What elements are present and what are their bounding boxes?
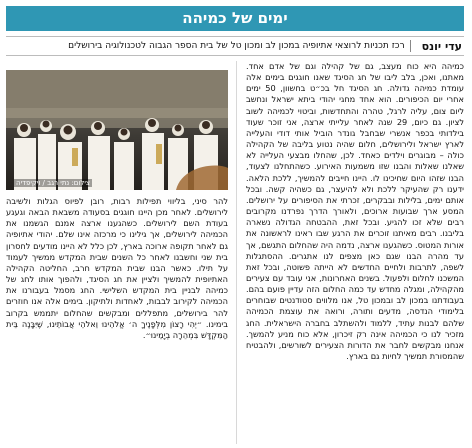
byline-divider bbox=[410, 40, 411, 52]
article-column-right bbox=[246, 61, 464, 444]
author-title: רכז תכניות לרוצאי אתיופיה במכון לב ומכון טל של בית הספר הגבוה לטכנולוגיה בירושלים bbox=[68, 41, 405, 51]
author-name: עדי יונס bbox=[421, 39, 462, 53]
photo-image-icon bbox=[6, 70, 228, 190]
byline-bar bbox=[6, 36, 464, 56]
article-column-left bbox=[6, 196, 228, 446]
article-text-right: כמיהה היא כוח מעצב, גם של קהילה וגם של אדם אחד. מאתנו, ואכן, בלב ליבו של חג הסיגד שאנו חוגגים בימים אלה עומדת כמיהה גדולה. חג הסיגד חל בכ״ט בחשוון, 50 ימים אחרי יום הכיפורים. הוא אחד מחגי יהודי ביתא ישראל ונחשב ליום צום, עליה לרגל, טהרה והתחדשות, וביטוי לכמיהה לשוב לציון. גם כיום, 29 שנה לאחר עלייתי ארצה, אני זוכר שעוד בילדותי בכפר אנשרי שבחבל גונדר הוביל אותי דודי והעלייה לארץ ישראל ולירושלים, חלום שהיה נטוע בליבה של הקהילה כולה – מבוגרים וילדים כאחד. לכן, שהחלו מבצעי העלייה לא שאלנו שאלות והבנו שזו משמעות האירוע. כשהתחלנו לצעוד, הבנו שזהו היום שחיכינו לו. היינו חייבים להמשיך, ללכת הלאה. ידענו רק שהעיקר ללכת ולא להיעצר, גם כשהיה קשה. ובכל אותם ימים, בלילות ובבקרים, זכרתי את הסיפורים על ירושלים. המסע ארך שבועות ארוכים, ולאורך הדרך נפרדנו מקרובים רבים שלא זכו להגיע. ובכל זאת, ההבטחה הגדולה נשארה בליבנו. רבים מאיתנו זוכרים את הרגע שבו ראינו לראשונה את אורות המטוס. כשהגענו ארצה, נדמה היה שהחלום התגשם, אך עד מהרה הבנו שגם כאן מצפים לנו אתגרים. ההסתגלות לשפה, לתרבות ולחיים החדשים לא הייתה פשוטה, ובכל זאת המשכנו לחלום ולפעול. בשנים האחרונות, אני עובד עם צעירים מהקהילה, ומגלה מחדש עד כמה החלום הזה עדיין פועם בהם. בעבודתנו במכון לב ובמכון טל, אנו מלווים סטודנטים שבוחרים בלימודי הנדסה, מדעים ותורה, ורואה את עוצמת הכמיהה שלהם לבנות עתיד, ללמוד ולהשתלב בחברה הישראלית. החג מזכיר לנו כי הכמיהה אינה רק זיכרון, אלא כוח מניע להמשך. אנחנו מבקשים לחבר את הדורות הצעירים לשורשים, ולהבטיח שהמסורת תמשיך לחיות גם בארץ. bbox=[246, 61, 464, 362]
article-photo bbox=[6, 70, 228, 190]
section-banner: ימים של כמיהה bbox=[6, 6, 464, 31]
column-divider bbox=[236, 61, 237, 444]
photo-credit: צילום: נתי רגב / ויקיפדיה bbox=[16, 179, 91, 187]
article-text-left: להר סיני, בליווי תפילות רבות, רובן לפיוס הגלות ולשיבה לירושלים. לאחר מכן היינו חוגגים בסעודה משבאת הבאה וגעגע בעודת השם לירושלים. כשהגענו ארצה אמנם הגשמנו את הכמיהה לירושלים, אך גילינו כי מרכזה אינו שלם. יהודי אתיופיה גם לאחר תקופה ארוכה בארץ, לכן כלל לא היינו מודעים לחסרון בית שני וחשבנו לאחר כל השנים שבית המקדש ממשיך לעמוד על תילו. כאשר הבנו שבית המקדש חרב, החליטה הקהילה האתיופית להמשיך ולציין את חג הסיגד, ולהפוך אותו לחג של כמיהה לבניין בית המקדש השלישי. החג מסמל בעבורנו את הכמיהה לקירוב לבבות, לאחדות ולתיקון. בימים אלה אנו חוזרים להר בירושלים, מתפללים ומבקשים שהחלום יתממש בקרוב בימינו. ״יְהִי רָצוֹן מִלְּפָנֶיךָ ה׳ אֱלֹהֵינוּ וֵאלֹהֵי אֲבוֹתֵינוּ, שֶׁיִּבָּנֶה בֵּית הַמִּקְדָּשׁ בִּמְהֵרָה בְיָמֵינוּ״. bbox=[6, 196, 228, 340]
